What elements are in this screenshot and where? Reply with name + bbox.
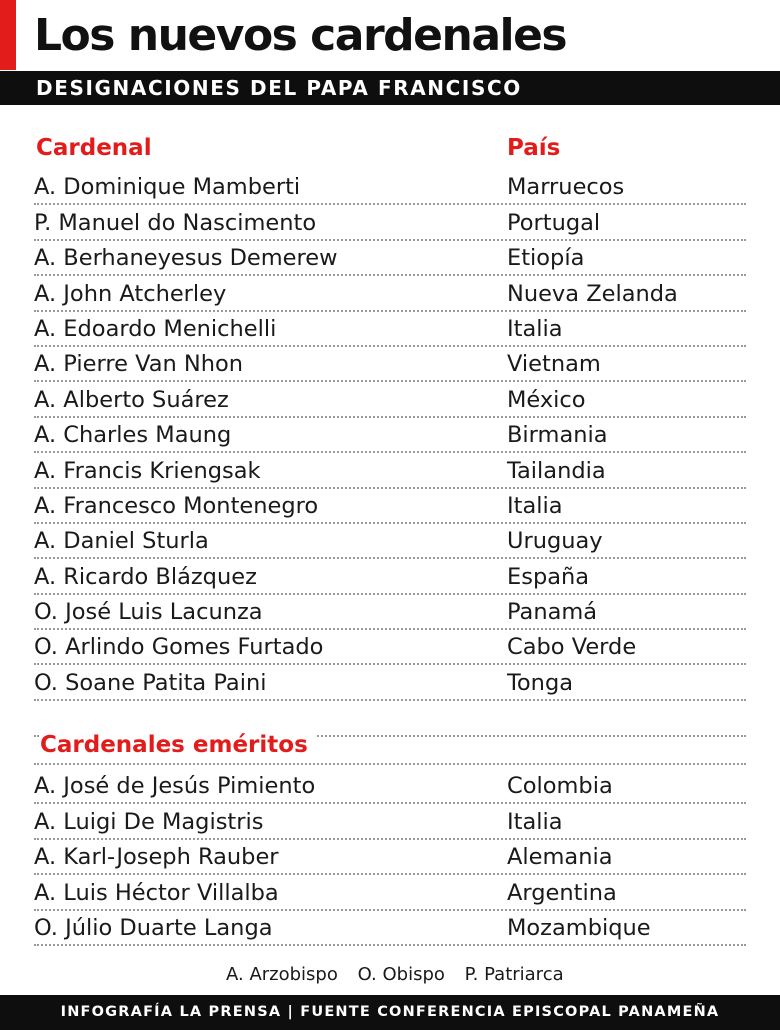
legend-item-patriarch: P. Patriarca [464, 964, 564, 985]
cardinal-country: Argentina [507, 879, 617, 906]
cardinal-name: P. Manuel do Nascimento [34, 209, 317, 236]
cardinal-name: O. Arlindo Gomes Furtado [34, 634, 324, 661]
cardinal-country: Tonga [507, 669, 574, 696]
table-row [34, 840, 746, 875]
table-row [34, 875, 746, 910]
table-row [34, 382, 746, 417]
table-row [34, 241, 746, 276]
cardinal-country: Italia [507, 315, 563, 342]
cardinal-country: Alemania [507, 844, 613, 871]
emeritus-list [34, 769, 746, 946]
source-credit: INFOGRAFÍA LA PRENSA | FUENTE CONFERENCIA EPISCOPAL PANAMEÑA [60, 1004, 720, 1020]
cardinal-name: A. Karl-Joseph Rauber [34, 844, 279, 871]
cardinal-country: México [507, 386, 586, 413]
table-row [34, 347, 746, 382]
accent-bar [0, 0, 16, 70]
cardinal-country: Marruecos [507, 174, 625, 201]
cardinal-name: A. Ricardo Blázquez [34, 563, 257, 590]
legend-item-bishop: O. Obispo [357, 964, 445, 985]
table-row [34, 312, 746, 347]
cardinal-country: Portugal [507, 209, 601, 236]
cardinal-name: A. Luis Héctor Villalba [34, 879, 279, 906]
cardinal-name: A. Charles Maung [34, 422, 232, 449]
footer-bar [0, 995, 780, 1030]
cardinal-name: O. Soane Patita Paini [34, 669, 267, 696]
column-header-cardinal: Cardenal [36, 135, 152, 161]
page-title: Los nuevos cardenales [34, 10, 567, 61]
cardinal-country: Birmania [507, 422, 608, 449]
cardinal-name: A. José de Jesús Pimiento [34, 773, 316, 800]
table-row [34, 559, 746, 594]
table-row [34, 276, 746, 311]
subtitle-bar [0, 71, 780, 105]
cardinal-name: A. Berhaneyesus Demerew [34, 245, 338, 272]
cardinal-country: Colombia [507, 773, 613, 800]
legend-item-archbishop: A. Arzobispo [226, 964, 338, 985]
emeritus-section-title: Cardenales eméritos [40, 730, 316, 760]
cardinal-name: A. Francis Kriengsak [34, 457, 261, 484]
cardinal-name: A. Daniel Sturla [34, 528, 209, 555]
cardinal-country: Etiopía [507, 245, 585, 272]
cardinal-name: A. John Atcherley [34, 280, 227, 307]
table-row [34, 170, 746, 205]
cardinal-country: Panamá [507, 599, 598, 626]
cardinal-country: Uruguay [507, 528, 603, 555]
cardinal-country: Nueva Zelanda [507, 280, 678, 307]
cardinal-name: A. Dominique Mamberti [34, 174, 301, 201]
table-row [34, 911, 746, 946]
table-row [34, 205, 746, 240]
cardinal-name: A. Alberto Suárez [34, 386, 229, 413]
cardinal-name: O. Júlio Duarte Langa [34, 914, 273, 941]
cardinal-country: Mozambique [507, 914, 651, 941]
table-row [34, 524, 746, 559]
cardinal-name: O. José Luis Lacunza [34, 599, 263, 626]
cardinal-name: A. Pierre Van Nhon [34, 351, 244, 378]
emeritus-section-header [34, 713, 746, 765]
cardinal-country: Tailandia [507, 457, 606, 484]
cardinal-country: España [507, 563, 590, 590]
table-row [34, 630, 746, 665]
table-row [34, 453, 746, 488]
table-row [34, 595, 746, 630]
table-row [34, 804, 746, 839]
table-row [34, 489, 746, 524]
cardinal-name: A. Francesco Montenegro [34, 492, 319, 519]
table-row [34, 665, 746, 700]
cardinal-list [34, 170, 746, 701]
cardinal-country: Italia [507, 808, 563, 835]
page-subtitle: DESIGNACIONES DEL PAPA FRANCISCO [36, 76, 522, 100]
column-header-country: País [507, 135, 561, 161]
divider [34, 763, 746, 765]
table-row [34, 418, 746, 453]
cardinal-country: Cabo Verde [507, 634, 637, 661]
legend [226, 962, 578, 988]
table-row [34, 769, 746, 804]
cardinal-name: A. Edoardo Menichelli [34, 315, 277, 342]
cardinal-name: A. Luigi De Magistris [34, 808, 264, 835]
cardinal-country: Italia [507, 492, 563, 519]
cardinal-country: Vietnam [507, 351, 601, 378]
